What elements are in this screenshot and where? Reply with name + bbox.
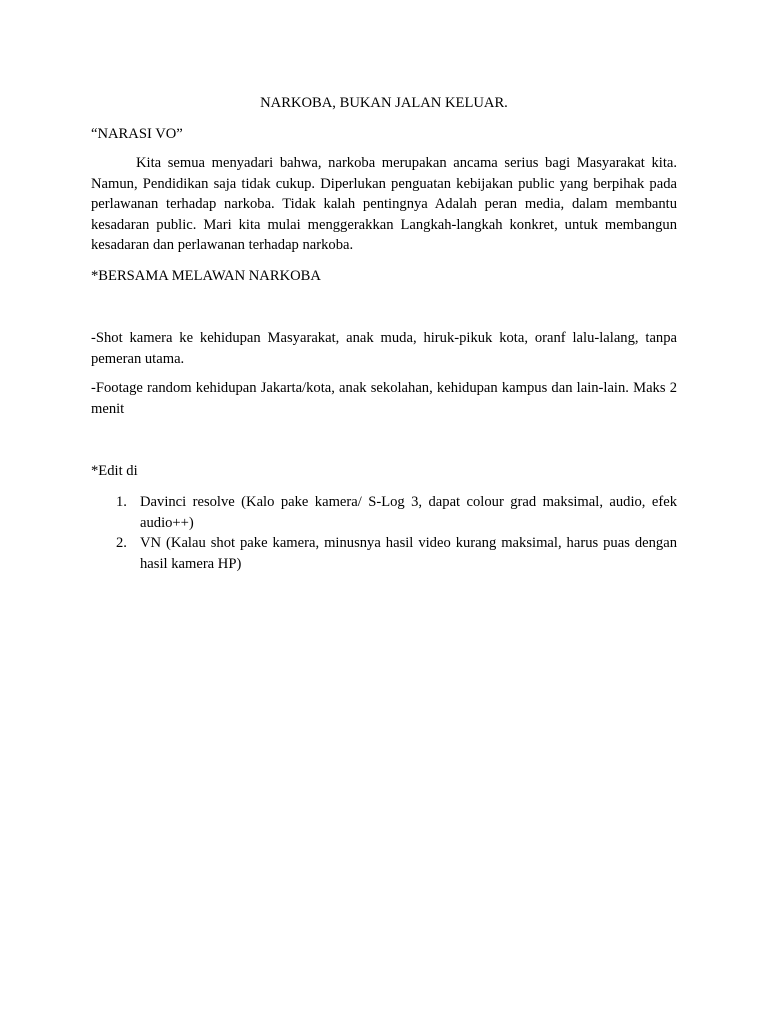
footage-note: -Footage random kehidupan Jakarta/kota, anak sekolahan, kehidupan kampus dan lain-lain. Maks 2 menit	[91, 380, 677, 417]
edit-option-text: VN (Kalau shot pake kamera, minusnya hasil video kurang maksimal, harus puas dengan hasil kamera HP)	[140, 535, 677, 572]
shot-note: -Shot kamera ke kehidupan Masyarakat, anak muda, hiruk-pikuk kota, oranf lalu-lalang, tanpa pemeran utama.	[91, 330, 677, 367]
edit-heading: *Edit di	[91, 463, 138, 479]
edit-option-item	[91, 533, 677, 574]
narration-label: “NARASI VO”	[91, 126, 183, 142]
slogan-text: *BERSAMA MELAWAN NARKOBA	[91, 268, 321, 284]
document-title: NARKOBA, BUKAN JALAN KELUAR.	[260, 95, 508, 111]
edit-option-item	[91, 492, 677, 533]
list-number: 2.	[116, 535, 127, 551]
edit-options-list	[91, 492, 677, 574]
edit-option-text: Davinci resolve (Kalo pake kamera/ S-Log 3, dapat colour grad maksimal, audio, efek audio++)	[140, 494, 677, 531]
list-number: 1.	[116, 494, 127, 510]
intro-paragraph: Kita semua menyadari bahwa, narkoba merupakan ancama serius bagi Masyarakat kita. Namun, Pendidikan saja tidak cukup. Diperlukan penguatan kebijakan public yang berpihak pada perlawanan terhadap narkoba. Tidak kalah pentingnya Adalah peran media, dalam membantu kesadaran public. Mari kita mulai menggerakkan Langkah-langkah konkret, untuk membangun kesadaran dan perlawanan terhadap narkoba.	[91, 155, 677, 253]
